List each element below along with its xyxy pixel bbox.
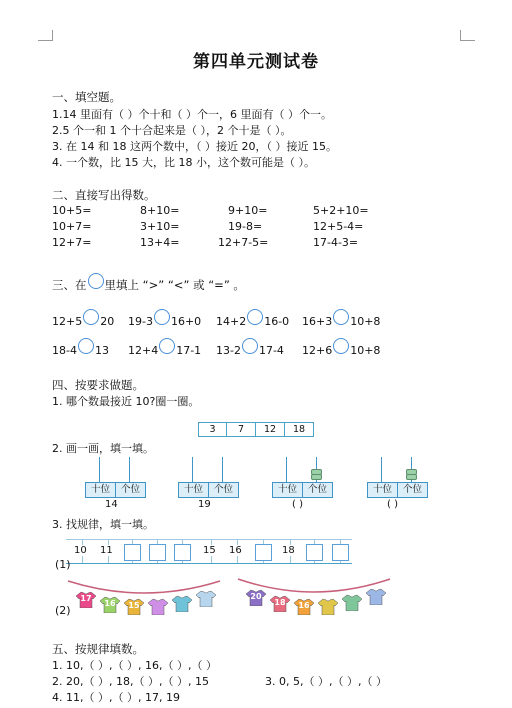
answer-box[interactable] — [124, 544, 141, 561]
tens-rod — [381, 457, 382, 482]
sequence-number: 10 — [74, 545, 87, 556]
numbered-shirt-icon[interactable] — [76, 591, 96, 608]
compare-item — [302, 343, 380, 359]
compare-item — [52, 343, 109, 359]
choice-number[interactable]: 18 — [285, 422, 314, 437]
calc-item: 10+7= — [52, 220, 92, 233]
s1-question-2: 2.5 个一和 1 个十合起来是（ ），2 个十是（ ）。 — [52, 124, 292, 137]
ones-label: 个位 — [208, 483, 238, 497]
calc-item: 3+10= — [140, 220, 180, 233]
calc-item: 9+10= — [228, 204, 268, 217]
seq-label-1: (1) — [55, 558, 71, 571]
corner-mark-right — [460, 30, 475, 41]
calc-item: 5+2+10= — [313, 204, 369, 217]
tens-rod — [192, 457, 193, 482]
ones-rod — [129, 457, 130, 482]
answer-box[interactable] — [174, 544, 191, 561]
compare-left: 14+2 — [216, 315, 247, 328]
sequence-number: 15 — [203, 545, 216, 556]
calc-item: 13+4= — [140, 236, 180, 249]
shirt-number: 18 — [274, 598, 286, 607]
answer-box[interactable] — [332, 544, 349, 561]
abacus-value: ( ) — [387, 499, 398, 510]
compare-right: 17-4 — [258, 344, 284, 357]
sequence-number: 11 — [100, 545, 113, 556]
compare-item — [216, 343, 284, 359]
numbered-shirt-icon[interactable] — [270, 595, 290, 612]
s3-heading-pre: 三、在 — [52, 278, 87, 292]
number-line — [66, 563, 352, 564]
answer-circle[interactable] — [83, 309, 99, 325]
compare-item — [216, 314, 289, 330]
shirt-number: 15 — [128, 601, 140, 610]
number-choice-strip — [198, 422, 314, 437]
answer-circle[interactable] — [78, 338, 94, 354]
tens-label: 十位 — [368, 483, 397, 497]
blank-shirt-icon — [366, 588, 386, 605]
blank-shirt-icon — [318, 598, 338, 615]
s5-question-3: 3. 0, 5,（ ）,（ ）,（ ） — [265, 675, 387, 688]
corner-mark-left — [38, 30, 53, 41]
blank-shirt-icon — [196, 590, 216, 607]
blank-shirt-icon — [148, 598, 168, 615]
calc-item: 19-8= — [228, 220, 263, 233]
s5-question-2: 2. 20,（ ）, 18,（ ）,（ ）, 15 — [52, 675, 209, 688]
bead-icon — [311, 469, 322, 475]
calc-item: 17-4-3= — [313, 236, 359, 249]
sequence-number: 18 — [282, 545, 295, 556]
answer-circle[interactable] — [333, 309, 349, 325]
compare-left: 16+3 — [302, 315, 333, 328]
s1-question-4: 4. 一个数，比 15 大，比 18 小，这个数可能是（ ）。 — [52, 156, 315, 169]
tens-rod — [99, 457, 100, 482]
ones-label: 个位 — [302, 483, 332, 497]
place-value-table — [272, 482, 333, 498]
seq-label-2: (2) — [55, 604, 71, 617]
section-2-heading: 二、直接写出得数。 — [52, 188, 156, 202]
section-3-heading — [52, 277, 245, 294]
s5-question-1: 1. 10,（ ）,（ ）, 16,（ ）,（ ） — [52, 659, 217, 672]
shirt-number: 17 — [80, 594, 92, 603]
ones-label: 个位 — [397, 483, 427, 497]
answer-circle[interactable] — [242, 338, 258, 354]
page-title: 第四单元测试卷 — [193, 52, 319, 72]
answer-box[interactable] — [255, 544, 272, 561]
numbered-shirt-icon[interactable] — [246, 589, 266, 606]
compare-left: 18-4 — [52, 344, 77, 357]
calc-item: 12+7= — [52, 236, 92, 249]
compare-right: 16-0 — [264, 315, 290, 328]
bead-icon — [406, 469, 417, 475]
place-value-table — [178, 482, 239, 498]
section-5-heading: 五、按规律填数。 — [52, 642, 144, 656]
shirt-number: 20 — [250, 592, 262, 601]
numbered-shirt-icon[interactable] — [294, 598, 314, 615]
blank-shirt-icon — [342, 594, 362, 611]
sequence-number: 16 — [229, 545, 242, 556]
choice-number[interactable]: 12 — [256, 422, 285, 437]
answer-circle[interactable] — [159, 338, 175, 354]
answer-circle[interactable] — [154, 309, 170, 325]
s4-question-1: 1. 哪个数最接近 10?圈一圈。 — [52, 395, 200, 408]
numbered-shirt-icon[interactable] — [100, 596, 120, 613]
place-value-table — [367, 482, 428, 498]
compare-right: 17-1 — [176, 344, 202, 357]
section-1-heading: 一、填空题。 — [52, 90, 121, 104]
calc-item: 8+10= — [140, 204, 180, 217]
tens-label: 十位 — [86, 483, 115, 497]
calc-item: 12+5-4= — [313, 220, 364, 233]
ones-label: 个位 — [115, 483, 145, 497]
compare-right: 13 — [94, 344, 109, 357]
compare-left: 12+6 — [302, 344, 333, 357]
shirt-number: 16 — [104, 599, 116, 608]
abacus-value: 19 — [198, 499, 211, 510]
compare-left: 12+5 — [52, 315, 83, 328]
compare-right: 16+0 — [170, 315, 202, 328]
answer-box[interactable] — [149, 544, 166, 561]
calc-item: 12+7-5= — [218, 236, 269, 249]
place-value-table — [85, 482, 146, 498]
shirt-number: 16 — [298, 601, 310, 610]
tens-label: 十位 — [273, 483, 302, 497]
compare-left: 12+4 — [128, 344, 159, 357]
s1-question-1: 1.14 里面有（ ）个十和（ ）个一，6 里面有（ ）个一。 — [52, 108, 332, 121]
compare-item — [128, 314, 201, 330]
compare-item — [302, 314, 380, 330]
answer-box[interactable] — [306, 544, 323, 561]
tens-label: 十位 — [179, 483, 208, 497]
numbered-shirt-icon[interactable] — [124, 598, 144, 615]
s4-question-2: 2. 画一画，填一填。 — [52, 442, 154, 455]
answer-circle[interactable] — [247, 309, 263, 325]
s5-question-4: 4. 11,（ ）,（ ）, 17, 19 — [52, 691, 180, 704]
compare-left: 13-2 — [216, 344, 241, 357]
answer-circle[interactable] — [333, 338, 349, 354]
blank-shirt-icon — [172, 595, 192, 612]
choice-number[interactable]: 7 — [227, 422, 256, 437]
compare-right: 20 — [100, 315, 115, 328]
compare-right: 10+8 — [350, 315, 381, 328]
compare-item — [128, 343, 201, 359]
abacus-value: ( ) — [292, 499, 303, 510]
section-4-heading: 四、按要求做题。 — [52, 378, 144, 392]
compare-circle-icon — [88, 273, 104, 289]
compare-item — [52, 314, 114, 330]
ones-rod — [222, 457, 223, 482]
compare-left: 19-3 — [128, 315, 153, 328]
s3-heading-post: 里填上 “>” “<” 或 “=” 。 — [104, 278, 245, 292]
tens-rod — [286, 457, 287, 482]
compare-right: 10+8 — [350, 344, 381, 357]
abacus-value: 14 — [105, 499, 118, 510]
s1-question-3: 3. 在 14 和 18 这两个数中，（ ）接近 20，（ ）接近 15。 — [52, 140, 337, 153]
calc-item: 10+5= — [52, 204, 92, 217]
choice-number[interactable]: 3 — [198, 422, 227, 437]
s4-question-3: 3. 找规律，填一填。 — [52, 518, 154, 531]
